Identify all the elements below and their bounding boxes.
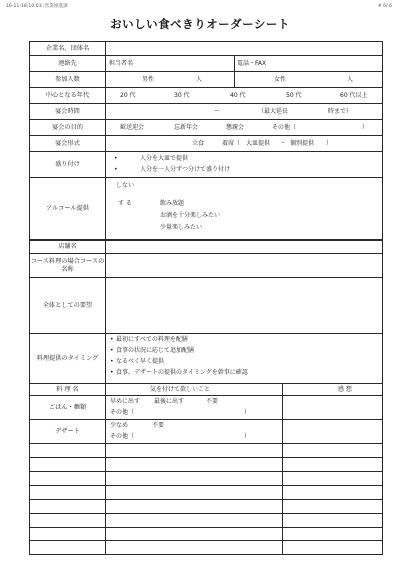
time-extension-close: 時まで） bbox=[328, 108, 353, 115]
format-option-platter[interactable]: 大皿提供 bbox=[246, 140, 271, 147]
purpose-option-other[interactable]: その他（ bbox=[272, 124, 297, 131]
attendees-row bbox=[30, 72, 382, 88]
rice-option-early[interactable]: 早めに出す bbox=[110, 398, 141, 405]
serving-row bbox=[30, 152, 382, 178]
rice-row bbox=[30, 396, 382, 420]
dish-name-field[interactable] bbox=[30, 500, 106, 513]
purpose-option-social[interactable]: 懇親会 bbox=[226, 124, 245, 131]
format-option-dot: ・ bbox=[280, 140, 287, 147]
timing-row bbox=[30, 334, 382, 384]
dish-header-request: 気を付けて欲しいこと bbox=[150, 386, 211, 393]
dessert-label: デザート bbox=[30, 420, 106, 443]
company-label: 企業名、団体名 bbox=[30, 42, 106, 55]
page-title: おいしい食べきりオーダーシート bbox=[110, 17, 290, 31]
purpose-row bbox=[30, 120, 382, 136]
dish-header-row bbox=[30, 384, 382, 396]
format-row bbox=[30, 136, 382, 152]
dish-header-name: 料 理 名 bbox=[30, 384, 106, 395]
rice-option-other[interactable]: その他（ bbox=[110, 409, 135, 416]
dish-name-field[interactable] bbox=[30, 528, 106, 540]
serving-label: 盛り付け bbox=[30, 152, 106, 177]
alcohol-option-enjoy-plenty[interactable]: お酒を十分楽しみたい bbox=[160, 212, 221, 219]
alcohol-row bbox=[30, 178, 382, 241]
timing-option-as-needed[interactable]: 食事の状況に応じて追加配膳 bbox=[116, 347, 195, 354]
contact-label: 連絡先 bbox=[30, 56, 106, 71]
timing-option-confirm[interactable]: 食事、デザートの提供のタイミングを幹事に確認 bbox=[116, 369, 248, 376]
overall-row bbox=[30, 278, 382, 334]
timing-bullet-2: • bbox=[110, 347, 114, 354]
dish-name-field[interactable] bbox=[30, 541, 106, 554]
course-field[interactable] bbox=[106, 254, 382, 277]
purpose-label: 宴会の目的 bbox=[30, 120, 106, 135]
overall-label: 全体としての要望 bbox=[30, 278, 106, 333]
overall-field[interactable] bbox=[106, 278, 382, 333]
format-label: 宴会形式 bbox=[30, 136, 106, 151]
dish-row bbox=[30, 486, 382, 500]
age-option-60[interactable]: 60 代以上 bbox=[340, 92, 368, 99]
fax-header-right: # 6/ 6 bbox=[377, 4, 392, 9]
dish-row bbox=[30, 514, 382, 528]
alcohol-option-yes[interactable]: す る bbox=[118, 200, 132, 207]
rice-option-last[interactable]: 最後に出す bbox=[154, 398, 185, 405]
dish-name-field[interactable] bbox=[30, 458, 106, 471]
alcohol-option-no[interactable]: しない bbox=[116, 182, 135, 189]
age-option-40[interactable]: 40 代 bbox=[230, 92, 246, 99]
dessert-option-other-close: ） bbox=[244, 433, 251, 440]
timing-bullet-4: • bbox=[110, 369, 114, 376]
company-row bbox=[30, 42, 382, 56]
age-row bbox=[30, 88, 382, 104]
timing-bullet-3: • bbox=[110, 358, 114, 365]
rice-option-other-close: ） bbox=[244, 409, 251, 416]
age-option-20[interactable]: 20 代 bbox=[120, 92, 136, 99]
rice-option-none[interactable]: 不要 bbox=[206, 398, 219, 405]
fax-header-left: 16-11-18;10:03 ;営業推進課 bbox=[6, 4, 68, 9]
order-sheet-form bbox=[29, 41, 383, 555]
dish-row bbox=[30, 444, 382, 458]
contact-phone-label: 電話・FAX bbox=[237, 60, 267, 67]
purpose-option-other-close: ） bbox=[362, 124, 369, 131]
course-label: コース料理の場合コースの名称 bbox=[30, 254, 106, 277]
dessert-option-less[interactable]: 少なめ bbox=[110, 422, 129, 429]
dish-row bbox=[30, 472, 382, 486]
dish-name-field[interactable] bbox=[30, 514, 106, 527]
company-field[interactable] bbox=[106, 42, 382, 55]
timing-bullet-1: • bbox=[110, 336, 114, 343]
age-label: 中心となる年代 bbox=[30, 88, 106, 103]
format-option-standing[interactable]: 立食 bbox=[192, 140, 205, 147]
rice-label: ごはん・麺類 bbox=[30, 396, 106, 419]
time-separator: ～ bbox=[214, 108, 221, 115]
dessert-row bbox=[30, 420, 382, 444]
dish-row bbox=[30, 500, 382, 514]
attendees-male-unit: 人 bbox=[196, 76, 203, 83]
attendees-female-unit: 人 bbox=[347, 76, 354, 83]
contact-person-label: 担当者名 bbox=[109, 60, 134, 67]
attendees-female-label: 女性 bbox=[274, 76, 287, 83]
dish-name-field[interactable] bbox=[30, 444, 106, 457]
serving-option-individual[interactable]: 人分を一人分ずつ分けて盛り付け bbox=[140, 166, 231, 173]
dish-row bbox=[30, 541, 382, 554]
dessert-option-none[interactable]: 不要 bbox=[152, 422, 165, 429]
timing-label: 料理提供のタイミング bbox=[30, 334, 106, 383]
format-option-individual[interactable]: 個別提供 bbox=[290, 140, 315, 147]
dish-name-field[interactable] bbox=[30, 472, 106, 485]
contact-row bbox=[30, 56, 382, 72]
serving-bullet-1: • bbox=[114, 155, 118, 162]
serving-bullet-2: • bbox=[114, 166, 118, 173]
format-option-close: ） bbox=[326, 140, 333, 147]
serving-option-platter[interactable]: 人分を大皿で提供 bbox=[140, 155, 189, 162]
dish-row bbox=[30, 458, 382, 472]
dish-header-feedback: 感 想 bbox=[338, 386, 352, 393]
timing-option-all-first[interactable]: 最初にすべての料理を配膳 bbox=[116, 336, 188, 343]
alcohol-option-small-amount[interactable]: 少量楽しみたい bbox=[160, 224, 203, 231]
time-label: 宴会時間 bbox=[30, 104, 106, 119]
purpose-option-yearend[interactable]: 忘新年会 bbox=[174, 124, 199, 131]
age-option-30[interactable]: 30 代 bbox=[174, 92, 190, 99]
attendees-label: 参加人数 bbox=[30, 72, 106, 87]
time-row bbox=[30, 104, 382, 120]
dessert-option-other[interactable]: その他（ bbox=[110, 433, 135, 440]
dish-row bbox=[30, 528, 382, 541]
alcohol-label: アルコール提供 bbox=[30, 178, 106, 239]
time-extension-open: （最大延長 bbox=[258, 108, 289, 115]
timing-option-quick[interactable]: なるべく早く提供 bbox=[116, 358, 165, 365]
dish-name-field[interactable] bbox=[30, 486, 106, 499]
age-option-50[interactable]: 50 代 bbox=[286, 92, 302, 99]
attendees-male-label: 男性 bbox=[142, 76, 155, 83]
course-row bbox=[30, 254, 382, 278]
purpose-option-farewell[interactable]: 歓送迎会 bbox=[120, 124, 145, 131]
fax-header bbox=[0, 0, 400, 14]
store-label: 店舗名 bbox=[30, 241, 106, 253]
format-option-seated[interactable]: 着席（ bbox=[222, 140, 241, 147]
alcohol-option-all-you-can-drink[interactable]: 飲み放題 bbox=[160, 200, 185, 207]
store-field[interactable] bbox=[106, 241, 382, 253]
store-row bbox=[30, 241, 382, 254]
